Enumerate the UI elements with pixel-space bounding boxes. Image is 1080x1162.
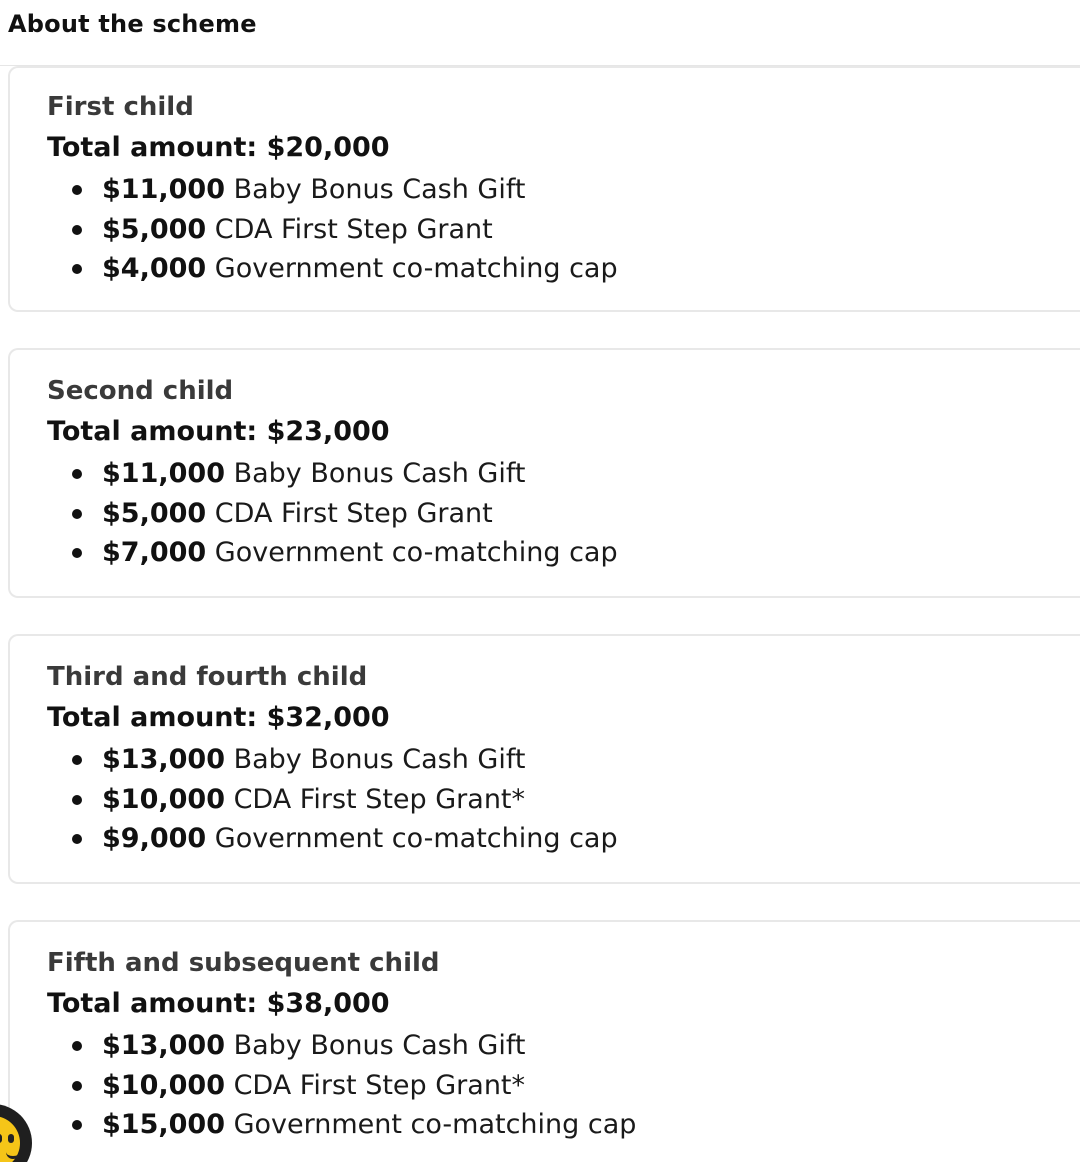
benefit-description: CDA First Step Grant [206,213,493,245]
benefit-description: CDA First Step Grant* [224,783,526,815]
list-item [70,210,618,250]
bullet-icon [72,469,82,479]
bullet-icon [72,1120,82,1130]
card-title: Second child [47,376,234,406]
benefit-description: Government co-matching cap [206,823,618,855]
benefit-amount: $11,000 [102,458,225,489]
list-item [70,1026,636,1066]
bullet-icon [72,1041,82,1051]
card-title: First child [47,92,194,122]
benefit-amount: $13,000 [102,1030,225,1061]
list-item [70,170,618,210]
bullet-icon [72,185,82,195]
list-item [70,249,618,289]
benefit-description: Baby Bonus Cash Gift [224,744,526,775]
card-total-amount: Total amount: $38,000 [47,988,390,1019]
benefit-amount: $13,000 [102,744,225,775]
benefit-list [70,740,618,859]
section-heading: About the scheme [8,10,257,38]
benefit-amount: $10,000 [102,783,225,815]
card-total-amount: Total amount: $23,000 [47,416,390,447]
benefit-description: Government co-matching cap [206,537,618,569]
benefit-list [70,170,618,289]
card-total-amount: Total amount: $32,000 [47,702,390,733]
smiley-face-icon [0,1116,20,1162]
smiley-eye [0,1134,2,1143]
benefit-list [70,1026,636,1145]
benefit-description: Baby Bonus Cash Gift [224,174,526,205]
card-total-amount: Total amount: $20,000 [47,132,390,163]
benefit-description: CDA First Step Grant* [224,1069,526,1101]
scheme-card-third-fourth-child [8,634,1080,884]
benefit-description: Government co-matching cap [206,253,618,285]
benefit-description: Government co-matching cap [224,1109,637,1141]
benefit-amount: $11,000 [102,174,225,205]
bullet-icon [72,755,82,765]
benefit-description: CDA First Step Grant [206,497,493,529]
benefit-description: Baby Bonus Cash Gift [224,1030,526,1061]
list-item [70,1105,636,1145]
benefit-description: Baby Bonus Cash Gift [224,458,526,489]
bullet-icon [72,795,82,805]
benefit-amount: $9,000 [102,823,207,855]
benefit-amount: $4,000 [102,253,207,285]
bullet-icon [72,548,82,558]
list-item [70,740,618,780]
bullet-icon [72,264,82,274]
benefit-amount: $5,000 [102,497,207,529]
scheme-card-fifth-subsequent-child [8,920,1080,1162]
smiley-mouth [6,1148,20,1159]
bullet-icon [72,834,82,844]
card-title: Third and fourth child [47,662,368,692]
benefit-amount: $5,000 [102,213,207,245]
smiley-eye [8,1134,14,1143]
scheme-card-second-child [8,348,1080,598]
list-item [70,494,618,534]
list-item [70,819,618,859]
scheme-card-first-child [8,66,1080,312]
benefit-amount: $15,000 [102,1109,225,1141]
list-item [70,454,618,494]
benefit-list [70,454,618,573]
benefit-amount: $10,000 [102,1069,225,1101]
list-item [70,780,618,820]
card-title: Fifth and subsequent child [47,948,440,978]
list-item [70,1066,636,1106]
benefit-amount: $7,000 [102,537,207,569]
bullet-icon [72,1081,82,1091]
bullet-icon [72,225,82,235]
list-item [70,533,618,573]
bullet-icon [72,509,82,519]
